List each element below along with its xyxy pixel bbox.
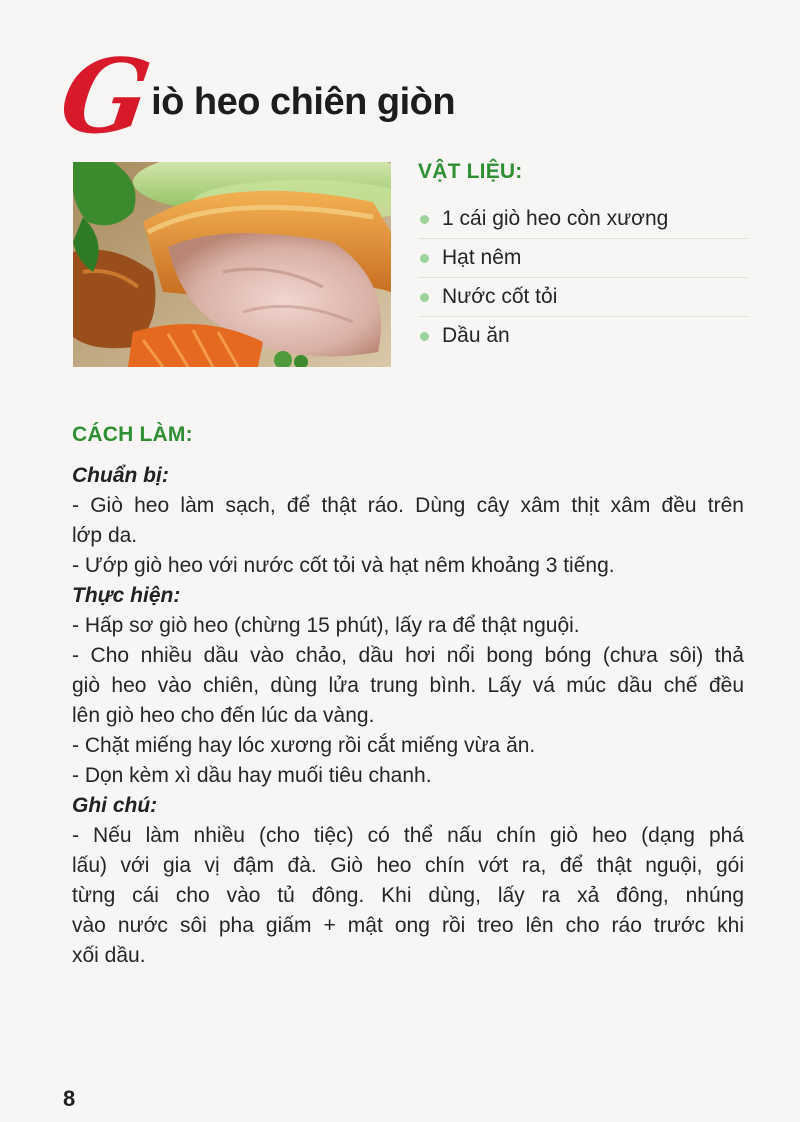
method-section xyxy=(72,423,744,971)
note-line: xối dầu. xyxy=(72,944,146,967)
steps-heading: Thực hiện: xyxy=(72,584,181,607)
method-heading: CÁCH LÀM: xyxy=(72,423,193,446)
step-line: - Chặt miếng hay lóc xương rồi cắt miếng vừa ăn. xyxy=(72,734,536,757)
note-line: lấu) với gia vị đậm đà. Giò heo chín vớt ra, để thật nguội, gói xyxy=(72,854,744,877)
page-number: 8 xyxy=(63,1086,76,1111)
page-title xyxy=(53,37,456,157)
step-line: - Dọn kèm xì dầu hay muối tiêu chanh. xyxy=(72,764,432,787)
step-line: - Hấp sơ giò heo (chừng 15 phút), lấy ra để thật nguội. xyxy=(72,614,580,637)
step-line: - Cho nhiều dầu vào chảo, dầu hơi nổi bong bóng (chưa sôi) thả xyxy=(72,644,744,667)
bullet-icon xyxy=(420,254,429,263)
ingredient-item xyxy=(418,200,748,239)
note-line: - Nếu làm nhiều (cho tiệc) có thể nấu chín giò heo (dạng phá xyxy=(72,824,744,847)
ingredient-label: Dầu ăn xyxy=(442,324,510,347)
ingredient-label: Hạt nêm xyxy=(442,246,522,269)
ingredient-item xyxy=(418,317,748,355)
dish-photo xyxy=(73,162,391,367)
bullet-icon xyxy=(420,293,429,302)
ingredient-item xyxy=(418,278,748,317)
step-line: lên giò heo cho đến lúc da vàng. xyxy=(72,704,375,727)
notes-heading: Ghi chú: xyxy=(72,794,158,817)
ingredient-label: Nước cốt tỏi xyxy=(442,285,558,308)
bullet-icon xyxy=(420,215,429,224)
note-line: từng cái cho vào tủ đông. Khi dùng, lấy ra xả đông, nhúng xyxy=(72,884,744,907)
prep-line: lớp da. xyxy=(72,524,138,547)
step-line: giò heo vào chiên, dùng lửa trung bình. Lấy vá múc dầu chế đều xyxy=(72,674,744,697)
ingredient-item xyxy=(418,239,748,278)
ingredients-heading: VẬT LIỆU: xyxy=(418,160,523,183)
ingredients-list xyxy=(418,200,748,355)
ingredients-section xyxy=(418,160,748,355)
prep-line: - Giò heo làm sạch, để thật ráo. Dùng cây xâm thịt xâm đều trên xyxy=(72,494,744,517)
prep-line: - Ướp giò heo với nước cốt tỏi và hạt nêm khoảng 3 tiếng. xyxy=(72,554,615,577)
prep-heading: Chuẩn bị: xyxy=(72,464,169,487)
title-drop-cap: G xyxy=(53,37,158,157)
title-text: iò heo chiên giòn xyxy=(151,81,456,123)
bullet-icon xyxy=(420,332,429,341)
ingredient-label: 1 cái giò heo còn xương xyxy=(442,207,669,230)
note-line: vào nước sôi pha giấm + mật ong rồi treo lên cho ráo trước khi xyxy=(72,914,744,937)
